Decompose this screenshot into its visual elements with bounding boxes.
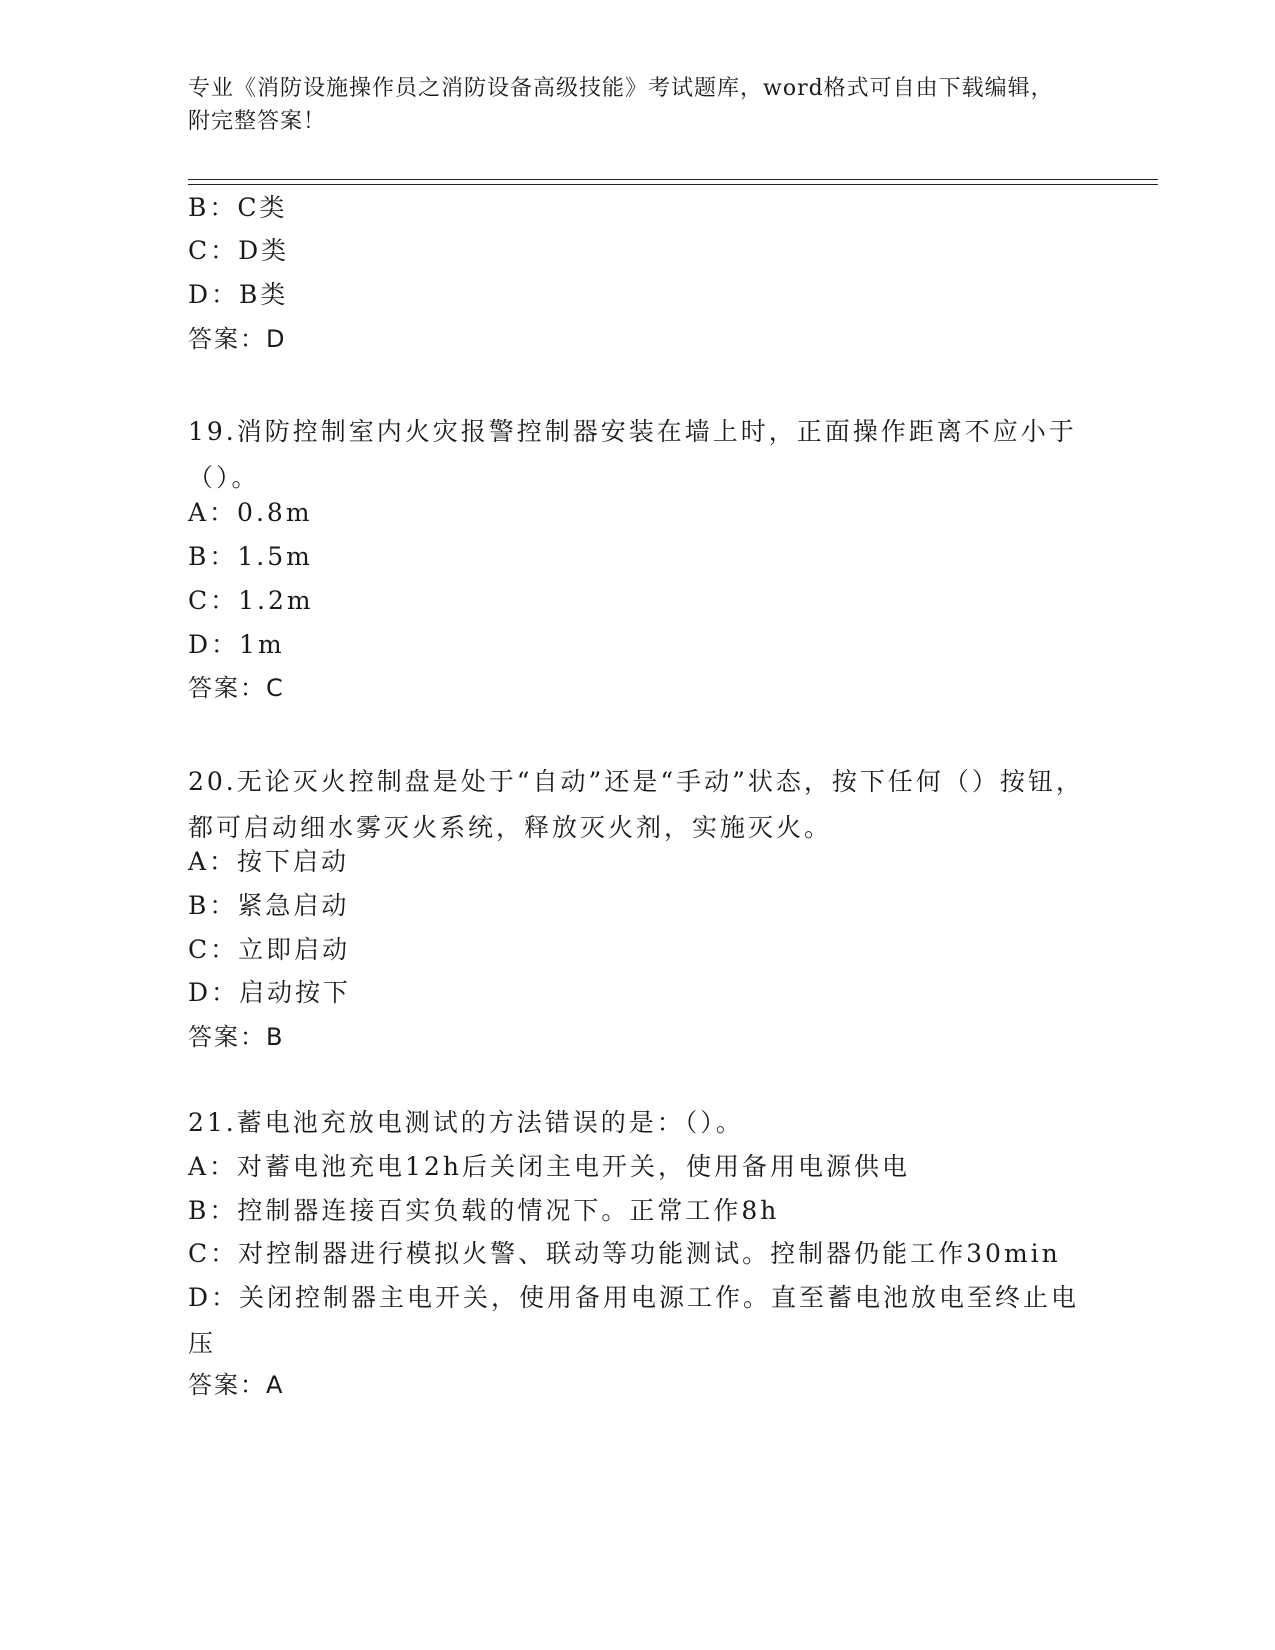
q20-option-c: C：立即启动 <box>188 935 351 964</box>
q19-answer: 答案：C <box>188 674 285 702</box>
prev-option-c: C：D类 <box>188 236 290 265</box>
q20-option-a: A：按下启动 <box>188 847 350 876</box>
q21-stem: 21.蓄电池充放电测试的方法错误的是：（）。 <box>188 1108 744 1137</box>
q20-option-b: B：紧急启动 <box>188 891 350 920</box>
header-divider-bottom <box>188 184 1158 185</box>
q21-answer: 答案：A <box>188 1371 285 1399</box>
q21-option-a: A：对蓄电池充电12h后关闭主电开关，使用备用电源供电 <box>188 1152 910 1181</box>
prev-answer: 答案：D <box>188 325 287 353</box>
q21-option-b: B：控制器连接百实负载的情况下。正常工作8h <box>188 1196 780 1225</box>
q19-option-b: B：1.5m <box>188 542 313 571</box>
q19-option-a: A：0.8m <box>188 498 313 527</box>
header-divider-top <box>188 179 1158 180</box>
q20-answer: 答案：B <box>188 1023 285 1051</box>
q19-option-c: C：1.2m <box>188 586 314 615</box>
q20-stem: 20.无论灭火控制盘是处于“自动”还是“手动”状态，按下任何（）按钮，都可启动细水雾灭火系统，释放灭火剂，实施灭火。 <box>188 767 1084 842</box>
q21-option-c: C：对控制器进行模拟火警、联动等功能测试。控制器仍能工作30min <box>188 1239 1061 1268</box>
prev-option-b: B：C类 <box>188 193 288 222</box>
q19-stem: 19.消防控制室内火灾报警控制器安装在墙上时，正面操作距离不应小于（）。 <box>188 417 1077 492</box>
q19-option-d: D：1m <box>188 630 285 659</box>
q20-option-d: D：启动按下 <box>188 978 352 1007</box>
prev-option-d: D：B类 <box>188 280 289 309</box>
document-header: 专业《消防设施操作员之消防设备高级技能》考试题库，word格式可自由下载编辑，附完整答案！ <box>188 76 1054 134</box>
q21-option-d: D：关闭控制器主电开关，使用备用电源工作。直至蓄电池放电至终止电压 <box>188 1283 1080 1358</box>
